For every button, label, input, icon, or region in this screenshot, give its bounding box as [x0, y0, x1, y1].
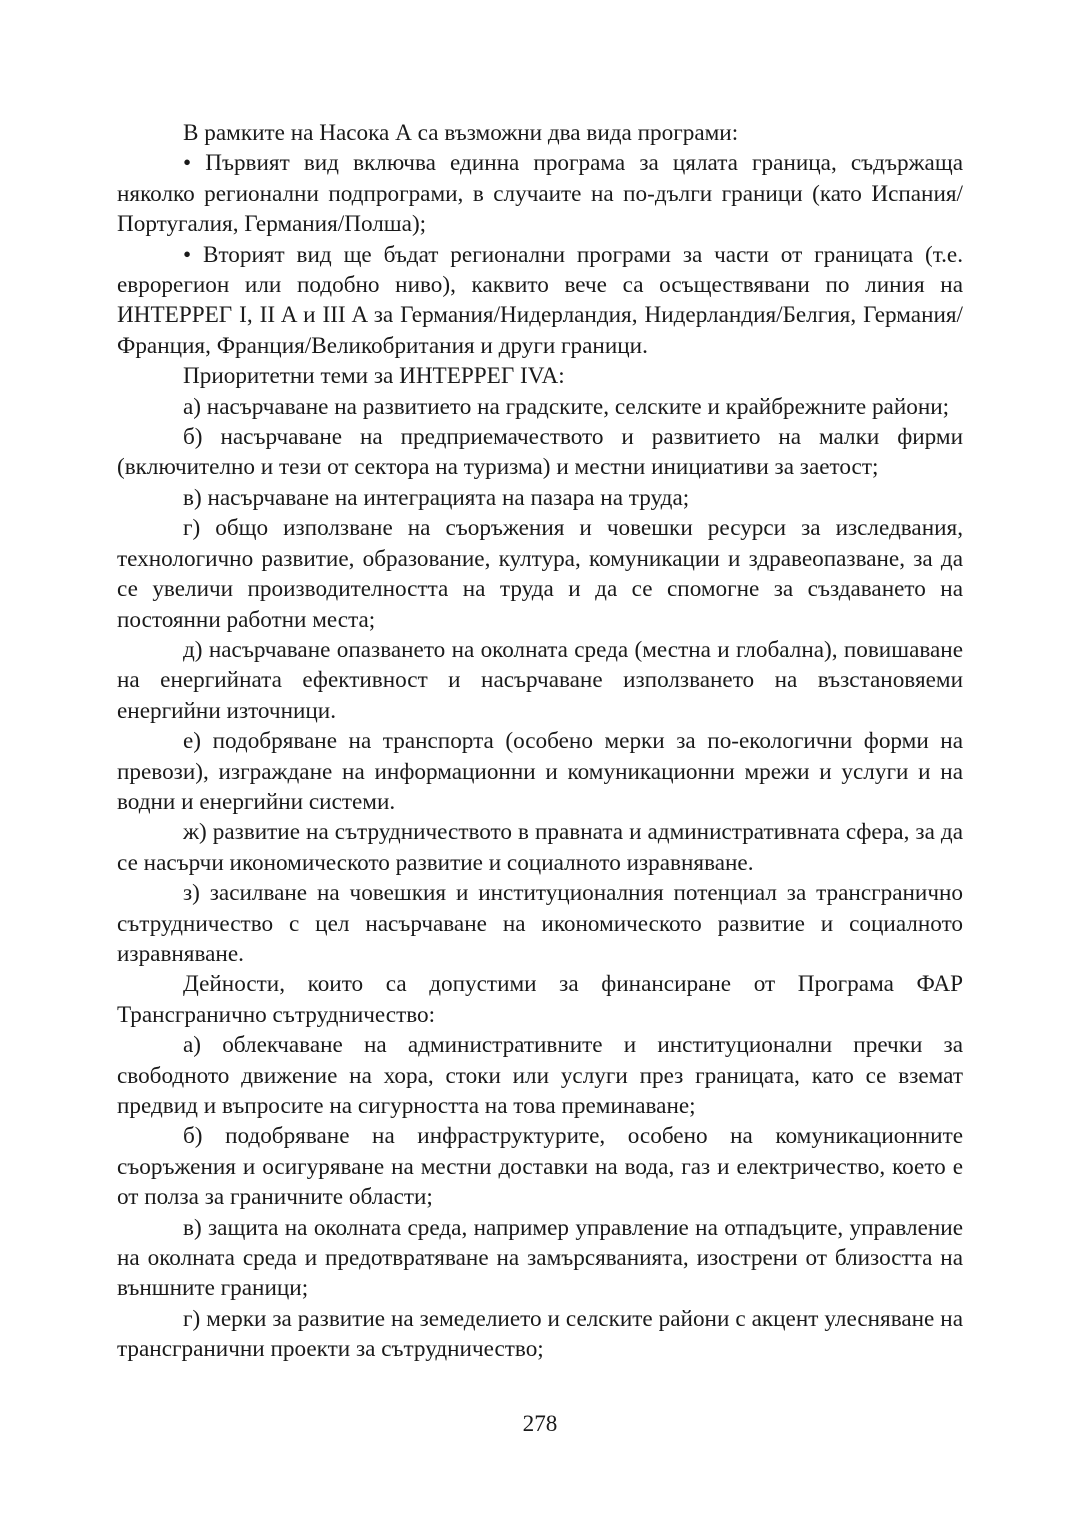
paragraph-bullet-first-type: • Първият вид включва единна програма за цялата граница, съдържаща няколко регионални подпрограми, в случаите на по-дълги граници (като Испания/Португалия, Германия/Полша);: [117, 150, 963, 238]
paragraph-bullet-second-type: • Вторият вид ще бъдат регионални програми за части от границата (т.е. еврорегион или подобно ниво), каквито вече са осъществявани по линия на ИНТЕРРЕГ I, II A и III A за Германия/Нидерландия, Нидерландия/Белгия, Германия/Франция, Франция/Великобритания и други граници.: [117, 241, 963, 359]
paragraph-priority-g: г) общо използване на съоръжения и човешки ресурси за изследвания, технологично развитие, образование, култура, комуникации и здравеопазване, за да се увеличи производителността на труда и да се спомогне за създаването на постоянни работни места;: [117, 515, 963, 633]
paragraph-priorities-heading: Приоритетни теми за ИНТЕРРЕГ IVA:: [183, 363, 565, 390]
paragraph-priority-d: д) насърчаване опазването на околната среда (местна и глобална), повишаване на енергийната ефективност и насърчаване използването на възстановяеми енергийни източници.: [117, 636, 963, 724]
paragraph-priority-v: в) насърчаване на интеграцията на пазара на труда;: [183, 484, 690, 511]
paragraph-priority-z: з) засилване на човешкия и институционалния потенциал за трансгранично сътрудничество с цел насърчаване на икономическото развитие и социалното изравняване.: [117, 880, 963, 967]
paragraph-activities-heading: Дейности, които са допустими за финансиране от Програма ФАР Трансгранично сътрудничество:: [117, 971, 963, 1028]
page-number: 278: [522, 1411, 558, 1437]
paragraph-priority-b: б) насърчаване на предприемачеството и развитието на малки фирми (включително и тези от сектора на туризма) и местни инициативи за заетост;: [117, 424, 963, 481]
body-text: [117, 118, 963, 1365]
paragraph-intro: В рамките на Насока А са възможни два вида програми:: [183, 120, 739, 146]
paragraph-activity-g: г) мерки за развитие на земеделието и селските райони с акцент улесняване на трансгранични проекти за сътрудничество;: [117, 1305, 963, 1363]
paragraph-activity-b: б) подобряване на инфраструктурите, особено на комуникационните съоръжения и осигуряване на местни доставки на вода, газ и електричество, което е от полза за граничните области;: [117, 1123, 963, 1211]
paragraph-priority-e: е) подобряване на транспорта (особено мерки за по-екологични форми на превози), изграждане на информационни и комуникационни мрежи и услуги и на водни и енергийни системи.: [117, 728, 963, 815]
paragraph-activity-v: в) защита на околната среда, например управление на отпадъците, управление на околната среда и предотвратяване на замърсяванията, изострени от близостта на външните граници;: [117, 1214, 963, 1302]
paragraph-activity-a: а) облекчаване на административните и институционални пречки за свободното движение на хора, стоки или услуги през границата, като се вземат предвид и въпросите на сигурността на това преминаване;: [117, 1032, 963, 1119]
paragraph-priority-a: а) насърчаване на развитието на градските, селските и крайбрежните райони;: [183, 393, 950, 420]
paragraph-priority-zh: ж) развитие на сътрудничеството в правната и административната сфера, за да се насърчи икономическото развитие и социалното изравняване.: [117, 819, 963, 876]
